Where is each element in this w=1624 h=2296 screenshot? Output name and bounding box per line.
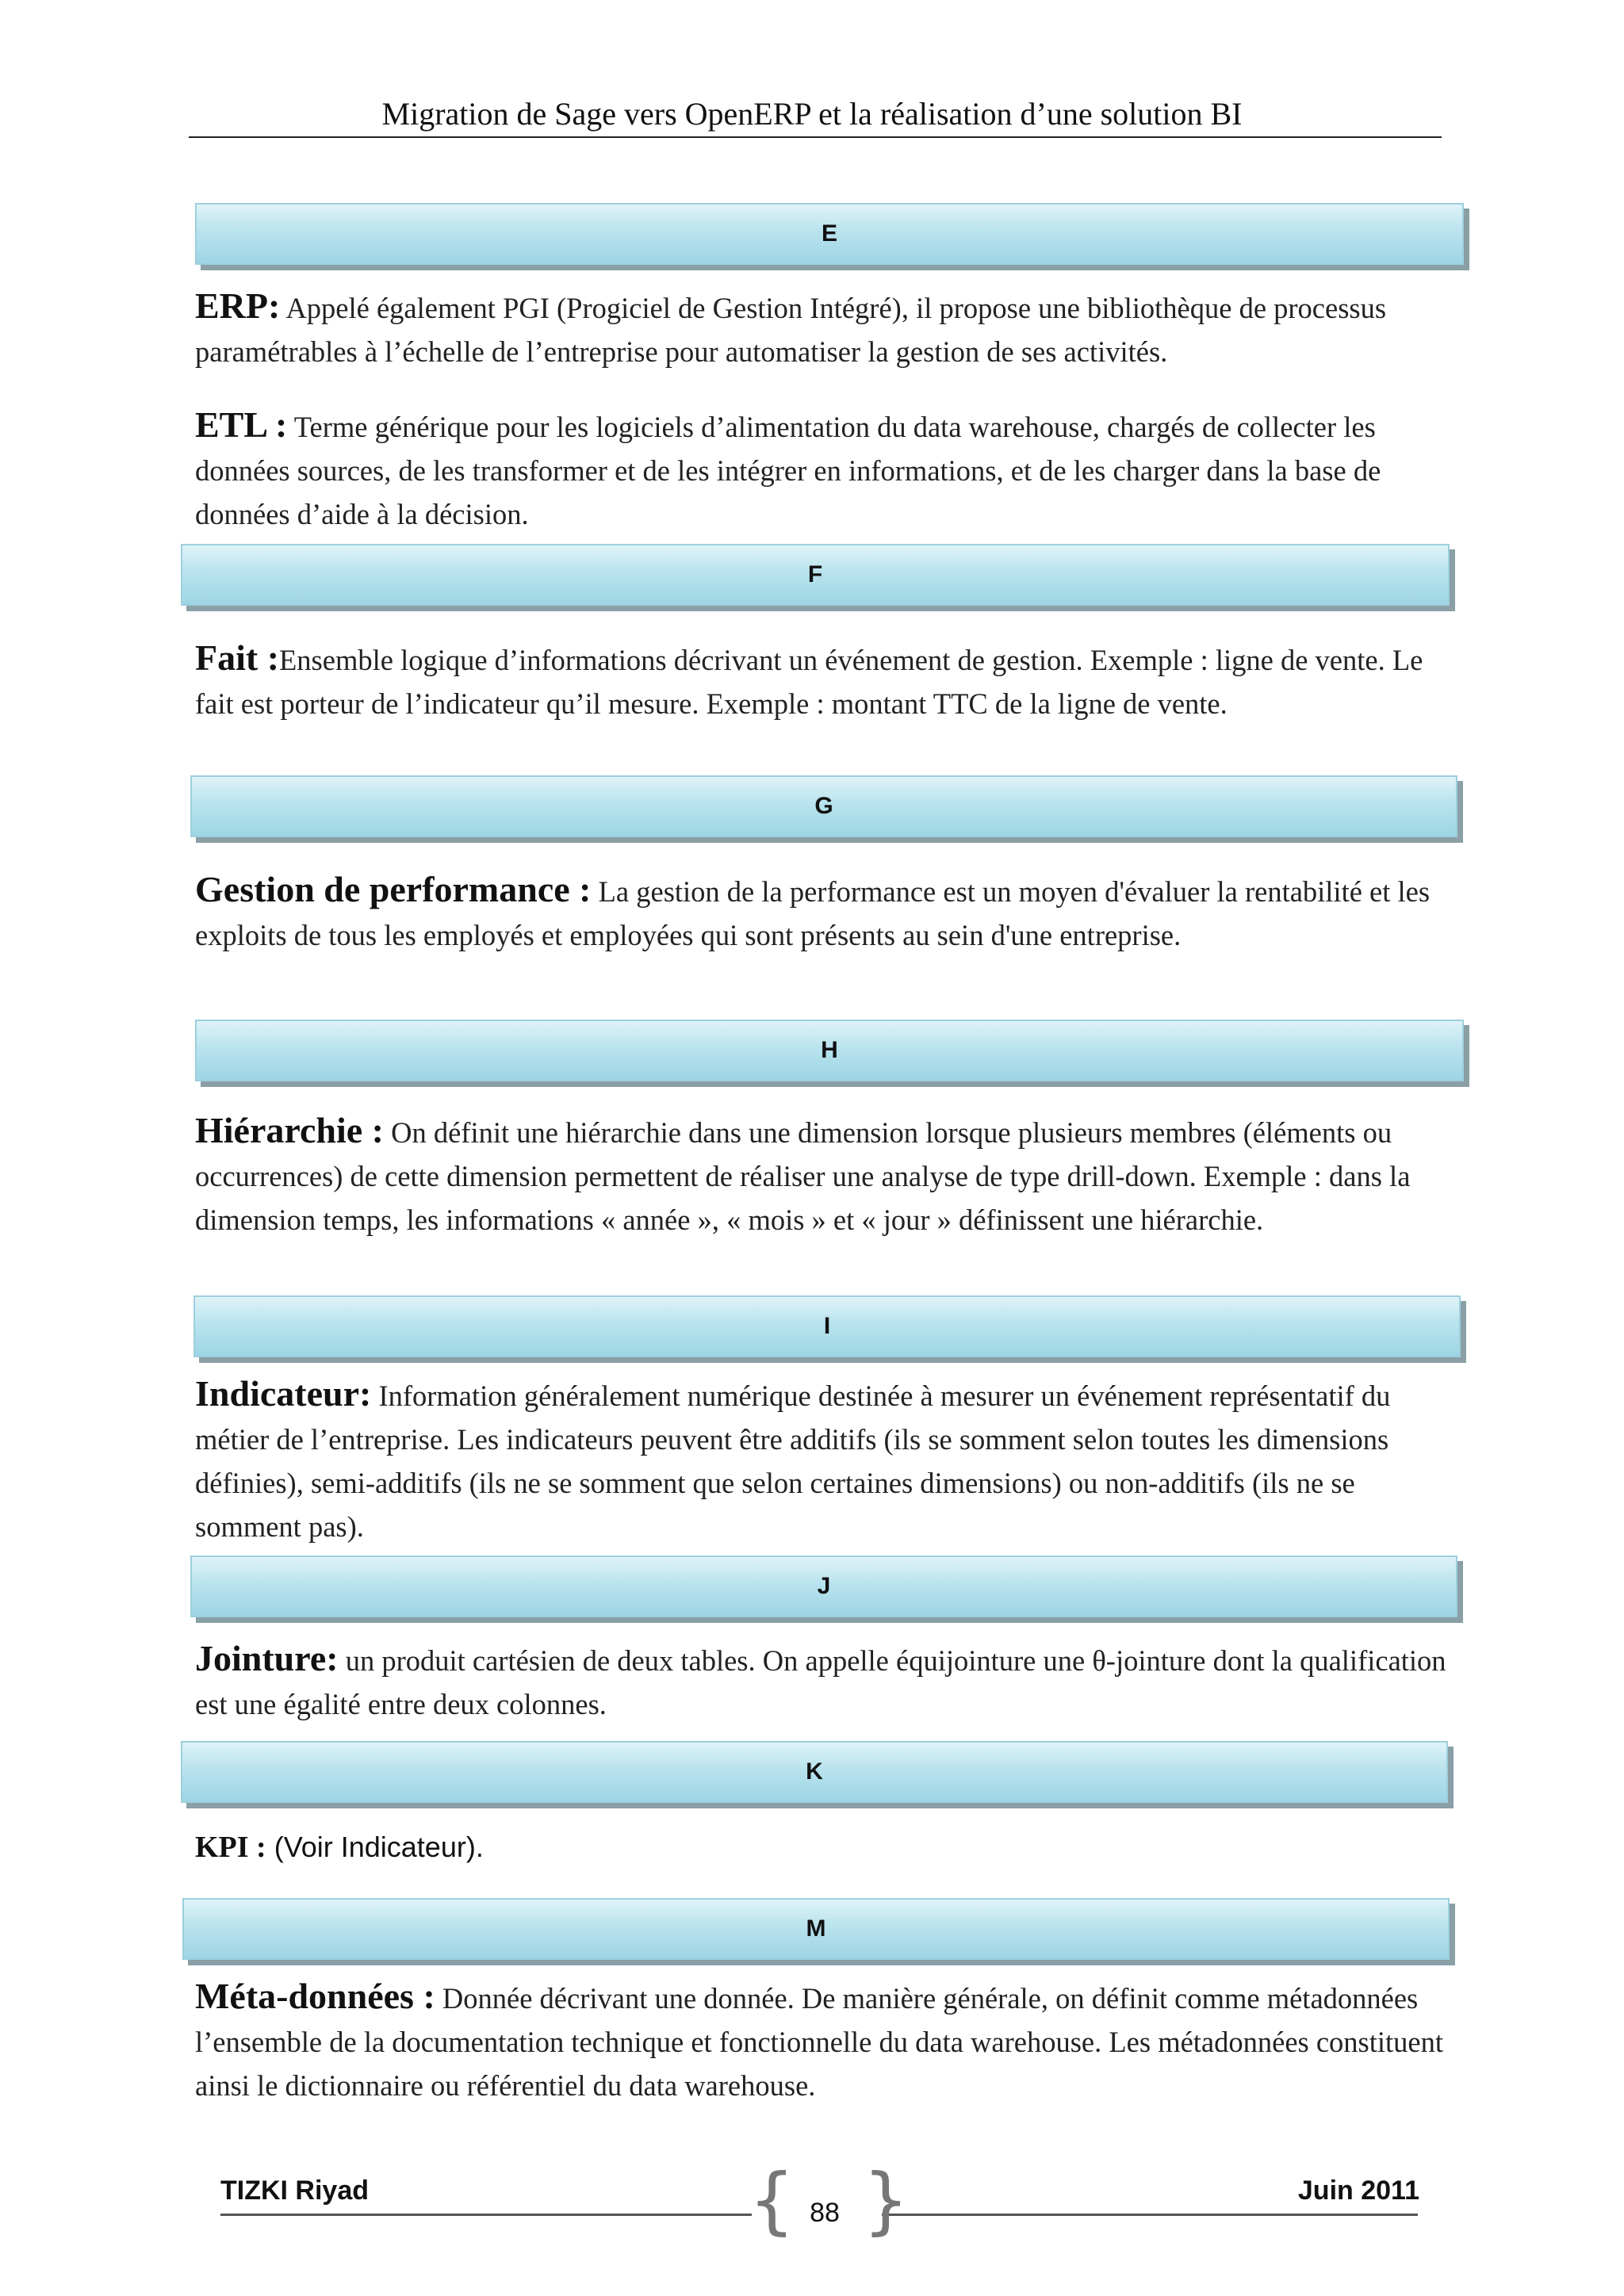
entry-definition: Ensemble logique d’informations décrivant un événement de gestion. Exemple : ligne de vente. Le fait est porteur de l’indicateur qu’il mesure. Exemple : montant TTC de la ligne de vente.: [195, 644, 1423, 720]
entry-term: ETL :: [195, 404, 288, 445]
glossary-entry-indicateur: [195, 1372, 1448, 1548]
section-letter: J: [817, 1573, 831, 1599]
footer-date: Juin 2011: [1297, 2175, 1419, 2206]
section-letter: M: [806, 1915, 826, 1942]
section-bar-f: [181, 544, 1450, 606]
footer-rule-right: [882, 2214, 1418, 2216]
footer-rule-left: [220, 2214, 752, 2216]
entry-term: Jointure:: [195, 1638, 339, 1678]
running-header: Migration de Sage vers OpenERP et la réalisation d’une solution BI: [381, 96, 1243, 132]
section-letter: F: [807, 561, 823, 587]
section-letter: H: [821, 1037, 838, 1063]
section-letter: I: [823, 1313, 831, 1339]
entry-definition: Donnée décrivant une donnée. De manière générale, on définit comme métadonnées l’ensemble de la documentation technique et fonctionnelle du data warehouse. Les métadonnées constituent ainsi le dictionnaire ou référentiel du data warehouse.: [195, 1982, 1444, 2102]
section-letter: G: [814, 793, 833, 819]
glossary-entry-hierarchie: [195, 1108, 1448, 1242]
section-bar-e: [195, 203, 1464, 265]
glossary-entry-meta: [195, 1974, 1448, 2107]
entry-definition: On définit une hiérarchie dans une dimension lorsque plusieurs membres (éléments ou occurrences) de cette dimension permettent de réaliser une analyse de type drill-down. Exemple : dans la dimension temps, les informations « année », « mois » et « jour » définissent une hiérarchie.: [195, 1116, 1411, 1236]
entry-definition: La gestion de la performance est un moyen d'évaluer la rentabilité et les exploits de tous les employés et employées qui sont présents au sein d'une entreprise.: [195, 875, 1431, 951]
section-bar-g: [190, 775, 1457, 837]
glossary-entry-kpi: [195, 1825, 1448, 1869]
footer-author: TIZKI Riyad: [220, 2175, 370, 2206]
entry-term: Fait :: [195, 637, 280, 678]
entry-term: KPI :: [195, 1831, 266, 1864]
entry-definition: un produit cartésien de deux tables. On appelle équijointure une θ-jointure dont la qualification est une égalité entre deux colonnes.: [195, 1644, 1446, 1720]
section-bar-k: [181, 1741, 1448, 1803]
right-brace-icon: }: [863, 2158, 910, 2243]
section-bar-m: [182, 1898, 1450, 1960]
section-letter: E: [821, 220, 837, 247]
section-letter: K: [806, 1758, 823, 1785]
section-bar-j: [190, 1556, 1457, 1617]
glossary-entry-fait: [195, 636, 1448, 725]
entry-definition: Information généralement numérique destinée à mesurer un événement représentatif du métier de l’entreprise. Les indicateurs peuvent être additifs (ils se somment selon toutes les dimensions définies), semi-additifs (ils ne se somment que selon certaines dimensions) ou non-additifs (ils ne se somment pas).: [195, 1380, 1391, 1543]
entry-term: Indicateur:: [195, 1373, 372, 1414]
entry-term: ERP:: [195, 285, 281, 326]
entry-definition: Terme générique pour les logiciels d’alimentation du data warehouse, chargés de collecter les données sources, de les transformer et de les intégrer en informations, et de les charger dans la base de données d’aide à la décision.: [195, 411, 1381, 530]
glossary-entry-jointure: [195, 1636, 1448, 1726]
entry-definition: Appelé également PGI (Progiciel de Gestion Intégré), il propose une bibliothèque de processus paramétrables à l’échelle de l’entreprise pour automatiser la gestion de ses activités.: [195, 292, 1387, 368]
page-number: 88: [810, 2198, 840, 2228]
section-bar-i: [193, 1295, 1461, 1357]
left-brace-icon: {: [749, 2158, 795, 2243]
entry-definition: (Voir Indicateur).: [266, 1831, 484, 1863]
glossary-entry-gestion: [195, 867, 1448, 957]
entry-term: Hiérarchie :: [195, 1110, 384, 1150]
glossary-entry-erp: [195, 284, 1448, 373]
section-bar-h: [195, 1020, 1464, 1081]
header-rule: [189, 136, 1442, 138]
entry-term: Méta-données :: [195, 1976, 435, 2016]
glossary-entry-etl: [195, 403, 1448, 536]
entry-term: Gestion de performance :: [195, 869, 592, 909]
